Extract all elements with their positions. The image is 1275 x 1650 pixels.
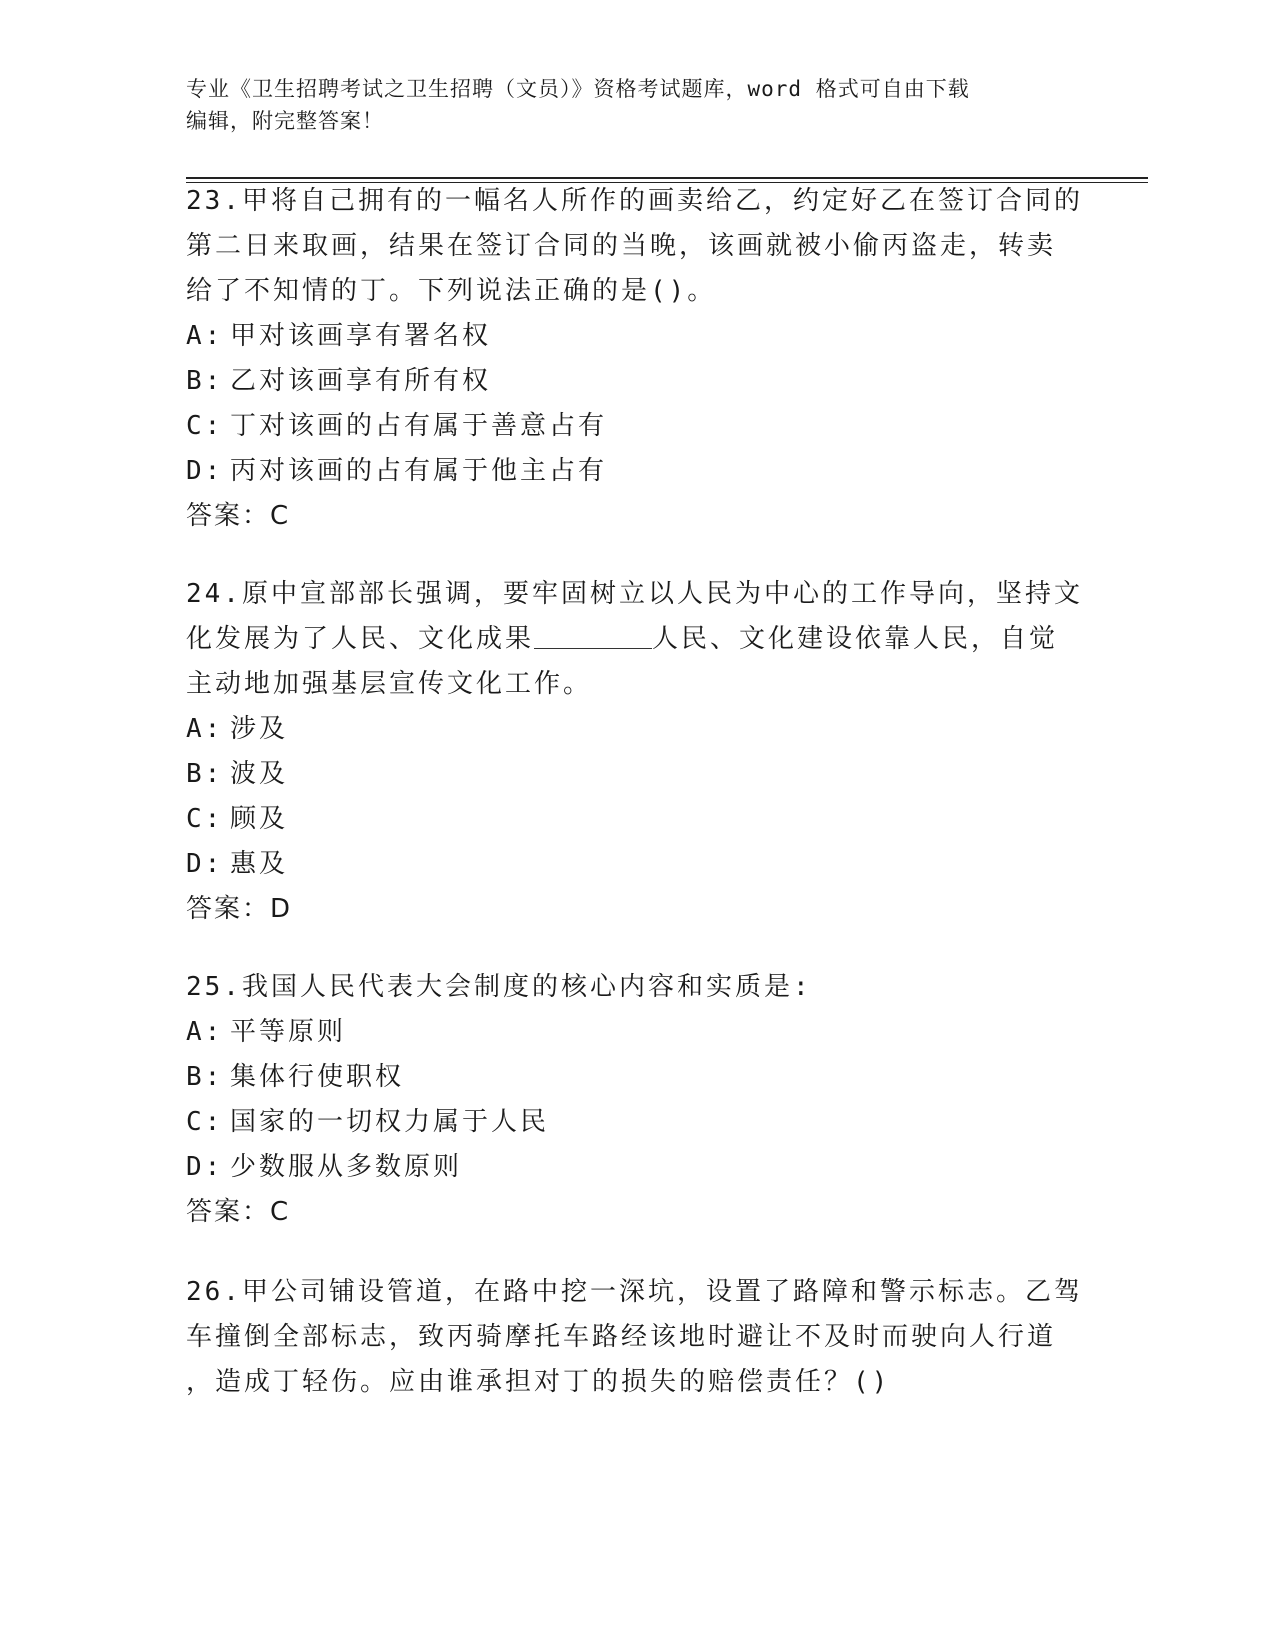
option-letter: B: — [186, 366, 224, 396]
option-a — [186, 314, 1086, 359]
question-26 — [186, 1270, 1086, 1405]
option-letter: D: — [186, 1152, 224, 1182]
option-text: 丙对该画的占有属于他主占有 — [230, 456, 608, 486]
option-letter: A: — [186, 321, 224, 351]
option-c — [186, 404, 1086, 449]
option-text: 甲对该画享有署名权 — [230, 321, 492, 351]
stem-line: ，造成丁轻伤。应由谁承担对丁的损失的赔偿责任？() — [186, 1367, 891, 1397]
question-23 — [186, 179, 1086, 539]
question-stem — [186, 179, 1086, 314]
option-d — [186, 449, 1086, 494]
stem-line: 24.原中宣部部长强调，要牢固树立以人民为中心的工作导向，坚持文 — [186, 579, 1083, 609]
option-c — [186, 1100, 1086, 1145]
option-letter: A: — [186, 714, 224, 744]
option-text: 国家的一切权力属于人民 — [230, 1107, 550, 1137]
header-line-2: 编辑，附完整答案！ — [186, 109, 384, 133]
option-b — [186, 1055, 1086, 1100]
option-letter: D: — [186, 456, 224, 486]
option-a — [186, 707, 1086, 752]
question-24 — [186, 572, 1086, 932]
answer: 答案：D — [186, 894, 293, 924]
stem-line: 第二日来取画，结果在签订合同的当晚，该画就被小偷丙盗走，转卖 — [186, 231, 1057, 261]
option-b — [186, 359, 1086, 404]
option-c — [186, 797, 1086, 842]
answer: 答案：C — [186, 501, 291, 531]
stem-line: 23.甲将自己拥有的一幅名人所作的画卖给乙，约定好乙在签订合同的 — [186, 186, 1083, 216]
question-stem — [186, 1270, 1086, 1405]
option-text: 涉及 — [230, 714, 289, 744]
option-d — [186, 1145, 1086, 1190]
stem-line-cont: 人民、文化建设依靠人民，自觉 — [652, 624, 1059, 654]
option-b — [186, 752, 1086, 797]
option-text: 集体行使职权 — [230, 1062, 405, 1092]
option-letter: C: — [186, 1107, 224, 1137]
option-text: 丁对该画的占有属于善意占有 — [230, 411, 608, 441]
option-letter: C: — [186, 804, 224, 834]
option-a — [186, 1010, 1086, 1055]
stem-line: 26.甲公司铺设管道，在路中挖一深坑，设置了路障和警示标志。乙驾 — [186, 1277, 1083, 1307]
option-letter: C: — [186, 411, 224, 441]
option-letter: B: — [186, 1062, 224, 1092]
option-text: 顾及 — [230, 804, 289, 834]
question-stem — [186, 965, 1086, 1010]
stem-line: 车撞倒全部标志，致丙骑摩托车路经该地时避让不及时而驶向人行道 — [186, 1322, 1057, 1352]
stem-line: 化发展为了人民、文化成果 — [186, 624, 535, 654]
fill-in-blank — [534, 622, 652, 649]
stem-line: 给了不知情的丁。下列说法正确的是()。 — [186, 276, 717, 306]
option-letter: A: — [186, 1017, 224, 1047]
document-header — [186, 73, 1086, 137]
stem-line: 主动地加强基层宣传文化工作。 — [186, 669, 593, 699]
answer: 答案：C — [186, 1197, 291, 1227]
option-letter: D: — [186, 849, 224, 879]
option-text: 惠及 — [230, 849, 289, 879]
header-line-1: 专业《卫生招聘考试之卫生招聘（文员）》资格考试题库，word 格式可自由下载 — [186, 77, 970, 101]
option-text: 乙对该画享有所有权 — [230, 366, 492, 396]
option-text: 少数服从多数原则 — [230, 1152, 463, 1182]
option-d — [186, 842, 1086, 887]
option-text: 波及 — [230, 759, 289, 789]
stem-line: 25.我国人民代表大会制度的核心内容和实质是: — [186, 972, 812, 1002]
question-25 — [186, 965, 1086, 1235]
option-letter: B: — [186, 759, 224, 789]
question-stem — [186, 572, 1086, 707]
option-text: 平等原则 — [230, 1017, 347, 1047]
